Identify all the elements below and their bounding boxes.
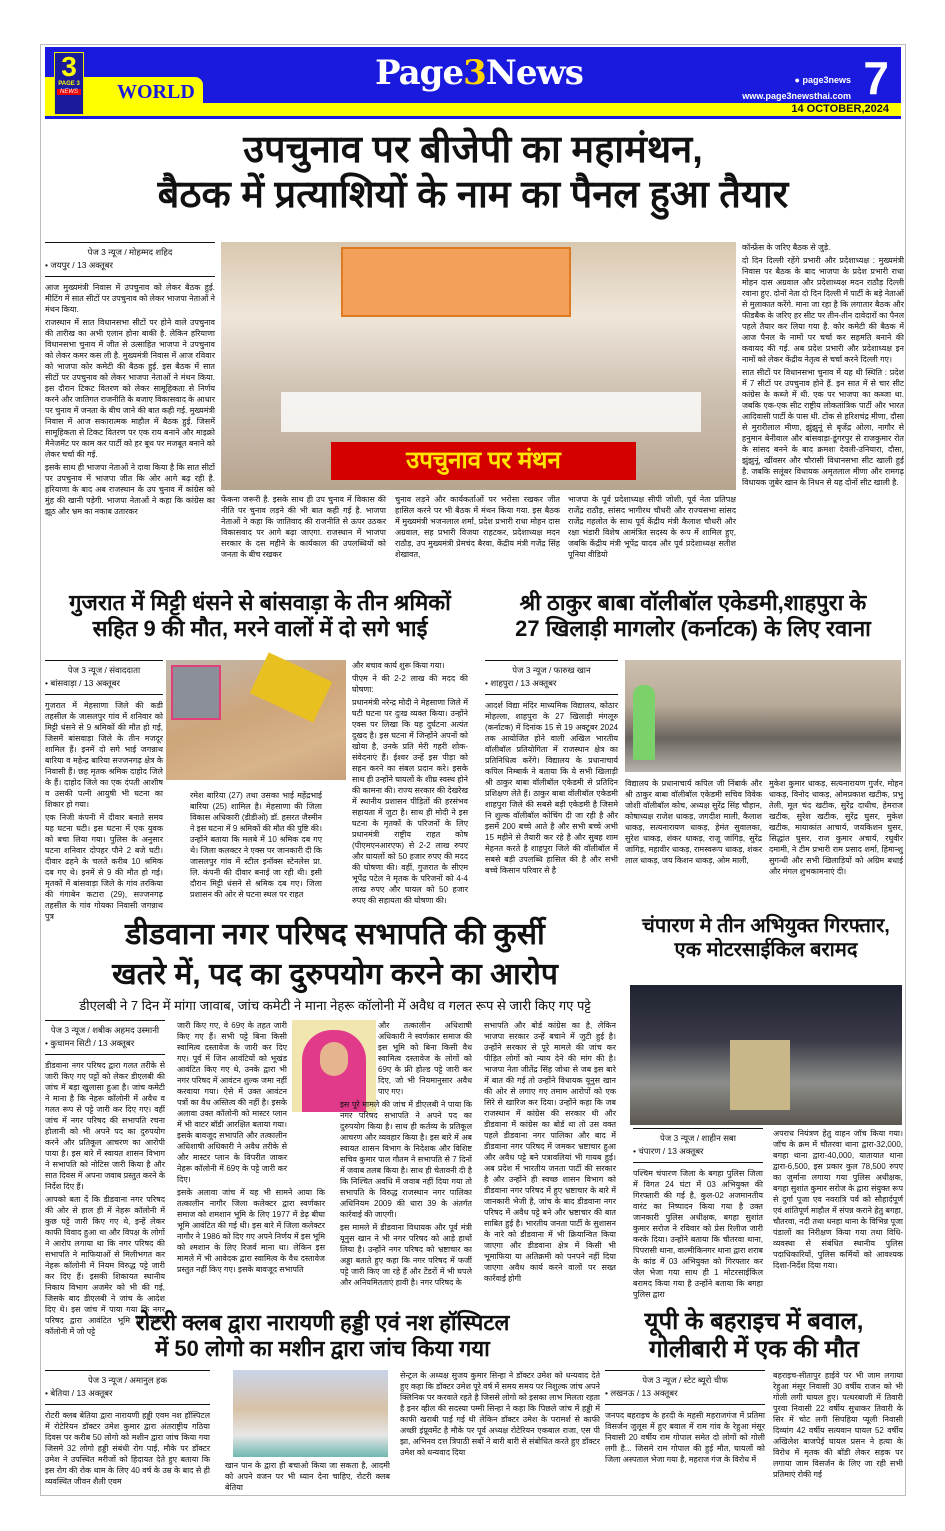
headline-line: यूपी के बहराइच में बवाल, [644,1308,864,1335]
article-column [773,1370,903,1492]
collapse-site-photo [166,660,346,780]
paragraph: प्रधानमंत्री नरेन्द्र मोदी ने मेहसाणा जिले में घटी घटना पर दुःख व्यक्त किया। उन्होंने एक्स पर लिखा कि यह दुर्घटना अत्यंत दुखद है। इस घटना में जिन्होंने अपनों को खोया है, उनके प्रति मेरी गहरी शोक-संवेदनाएं हैं। ईश्वर उन्हें इस पीड़ा को सहन करने का संबल प्रदान करे। इसके साथ ही उन्होंने घायलों के शीघ्र स्वस्थ होने की कामना की। राज्य सरकार की देखरेख में स्थानीय प्रशासन पीड़ितों की हरसंभव सहायता में जुटा है। साथ ही मोदी ने इस घटना के मृतकों के परिजनों के लिए प्रधानमंत्री राष्ट्रीय राहत कोष (पीएमएनआरएफ) से 2-2 लाख रुपए और घायलों को 50 हजार रुपए की मदद की घोषणा की। वहीं, गुजरात के सीएम भूपेंद्र पटेल ने मृतक के परिजनों को 4-4 लाख रुपए और घायल को 50 हजार रुपए की सहायता की घोषणा की। [352,698,468,905]
logo-number: 3 [61,51,77,82]
headline-line: बैठक में प्रत्याशियों के नाम का पैनल हुआ तैयार [157,173,789,216]
paragraph: एक निजी कंपनी में दीवार बनाते समय यह घटना घटी। इस घटना में एक युवक को बचा लिया गया। पुलिस के अनुसार घटना शनिवार दोपहर पौने 2 बजे घटी। दीवार ढहने के चलते करीब 10 श्रमिक दब गए थे। इनमें से 9 की मौत हो गई। मृतकों में बांसवाड़ा जिले के गांव तरकिया की गंगाबेन कटारा (29), सज्जनगढ़ तहसील के गांव गोयका निवासी जगन्नाथ पुत्र [45,813,163,921]
article-headline [45,590,475,642]
article-column [400,1370,600,1492]
paragraph: इसके अलावा जांच में यह भी सामने आया कि तत्कालीन नागौर जिला कलेक्टर द्वारा स्वर्णकार समाज को शमशान भूमि के लिए 1977 में डेढ़ बीघा भूमि आवंटित की गई थी। इस बारे में जिला कलेक्टर नागौर ने 1986 को दिए गए अपने निर्णय में इस भूमि को श्मशान के लिए रिजर्व माना था। लेकिन इस मामले में भी आवेदक द्वारा स्वामित्व के वैध दस्तावेज प्रस्तुत नहीं किए गए। इसके बावजूद सभापति [177,1188,325,1274]
headline-line: में 50 लोगो का मशीन द्वारा जांच किया गया [155,1335,490,1361]
byline-dateline: • कुचामन सिटी / 13 अक्तूबर [45,1037,165,1050]
police-photo [630,985,902,1125]
paragraph: इसके साथ ही भाजपा नेताओं ने दावा किया है कि सात सीटों पर उपचुनाव में भाजपा जीत कि ओर आगे बढ़ रही है. हरियाणा के बाद अब राजस्थान के उप चुनाव में कांग्रेस को मुंह की खानी पड़ेगी. भाजपा नेताओं ने कहा कि कांग्रेस का झूठ और भ्रम का नकाब उतारकर [45,463,215,516]
paragraph: खान पान के द्वारा ही बचाओ किया जा सकता है, आदमी को अपने वजन पर भी ध्यान देना चाहिए, रोटरी क्लब बेतिया [225,1461,390,1492]
paragraph: राजस्थान में सात विधानसभा सीटों पर होने वाले उपचुनाव की तारीख का अभी एलान होना बाकी है. लेकिन हरियाणा विधानसभा चुनाव में जीत से उत्साहित भाजपा ने उपचुनाव को लेकर कमर कस ली है. मुख्यमंत्री निवास में आज रविवार को भाजपा कोर कमेटी की बैठक हुई. इस बैठक में सात सीटों पर उपचुनाव को लेकर भाजपा नेताओं ने मंथन किया. इस दौरान टिकट वितरण को लेकर सामूहिकता से निर्णय करने और जातिगत राजनीति के बजाए विकासवाद के आधार पर चुनाव में जनता के बीच जाने की बात कही गई. मुख्यमंत्री निवास में आज सकारात्मक माहौल में बैठक हुई. जिसमें सामूहिकता से टिकट वितरण पर एक राय बनाने और माइक्रो मैनेजमेंट पर काम कर पार्टी को हर बूथ पर मजबूत बनाने को लेकर चर्चा की गई. [45,318,215,459]
byline-dateline: • चंपारण / 13 अक्तूबर [633,1145,763,1158]
headline-line: 27 खिलाड़ी मागलोर (कर्नाटक) के लिए रवाना [515,615,871,641]
subheadline: डीएलबी ने 7 दिन में मांगा जावाब, जांच कमेटी ने माना नेहरू कॉलोनी में अवैध व गलत रूप से जारी किए गए पट्टे [79,998,591,1013]
article-column [190,790,322,908]
article-headline [630,915,902,962]
paragraph: रमेश बारिया (27) तथा उसका भाई महेंद्रभाई बारिया (25) शामिल है। मेहसाणा की जिला विकास अधिकारी (डीडीओ) डॉ. हसरत जैस्मीन ने इस घटना में 9 श्रमिकों की मौत की पुष्टि की। उन्होंने बताया कि मलबे में 10 श्रमिक दब गए थे। जिला कलक्टर ने एक्स पर जानकारी दी कि जासलपुर गांव में स्टील इनॉक्स स्टेनलेस प्रा. लि. कंपनी की दीवार बनाई जा रही थी। इसी दौरान मिट्टी धंसने से श्रमिक दब गए। जिला प्रशासन की ओर से घटना स्थल पर राहत [190,791,322,899]
article-column [568,494,736,582]
byline-dateline: • लखनऊ / 13 अक्तूबर [605,1387,765,1400]
contact-info [742,72,851,104]
article-column [605,1370,765,1492]
logo-subtext: PAGE 3 [58,81,80,87]
byline-dateline: • बेतिया / 13 अक्तूबर [45,1387,210,1400]
byline-author: पेज 3 न्यूज / स्टेट ब्यूरो चीफ [642,1375,728,1385]
byline-author: पेज 3 न्यूज / फारुख खान [512,665,591,675]
article-column [45,1020,165,1336]
article-column [45,660,163,921]
paragraph: डीडवाना नगर परिषद द्वारा गलत तरीके से जारी किए गए पट्टों को लेकर डीएलबी की जांच में बड़ा खुलासा हुआ है। जांच कमेटी ने माना है कि नेहरू कॉलोनी में अवैध व गलत रूप से पट्टे जारी कर दिए गए। वहीं जांच में नगर परिषद की सभापति रचना होलानी को भी अपने पद का दुरुपयोग करने और प्रतिकूल आचरण का आरोपी पाया है। इस बारे में स्वायत शासन विभाग ने सभापति को नोटिस जारी किया है और सात दिवस में अपना जवाब प्रस्तुत करने के निर्देश दिए हैं। [45,1061,165,1191]
headline-line: डीडवाना नगर परिषद सभापति की कुर्सी [125,918,545,951]
byline-author: पेज 3 न्यूज / शाहीन सबा [660,1133,736,1143]
article-headline [45,915,625,995]
website-link[interactable]: www.page3newsthai.com [742,91,851,101]
article-column [742,242,904,582]
logo-tag: NEWS [57,89,81,95]
headline-line: गोलीबारी में एक की मौत [649,1336,859,1364]
paragraph: इस मामले में डीडवाना विधायक और पूर्व मंत्री यूनुस खान ने भी नगर परिषद को आड़े हाथों लिया है। उन्होंने नगर परिषद को भ्रष्टाचार का अड्डा बताते हुए कहा कि नगर परिषद में फर्जी पट्टे जारी किए जा रहे हैं और टेंडरों में भी घपले और अनियमितताएं हावी है। नगर परिषद के [340,1223,472,1287]
byline [45,1370,210,1405]
article-column [221,494,386,582]
section-label: WORLD [117,81,195,103]
paragraph: जारी किए गए, वे 69ए के तहत जारी किए गए हैं। सभी पट्टे बिना किसी स्वामित्व दस्तावेज के जारी कर दिए गए। पूर्व में जिन आवंटियों को भूखंड आवंटित किए गए थे, उनके द्वारा भी नगर परिषद में आवंटन शुल्क जमा नहीं करवाया गया। ऐसे में उक्त आवंटन पत्रों का वैध अस्तित्व की नहीं है। इसके अलावा उक्त कॉलोनी को मास्टर प्लान में भी वाटर बॉडी आरक्षित बताया गया। इसके बावजूद सभापति और तत्कालीन अधिशाषी अधिकारी ने अवैध तरीके से और मास्टर प्लान के विपरीत जाकर नेहरू कॉलोनी में 69ए के पट्टे जारी कर दिए। [177,1021,287,1184]
page-number: 7 [863,52,889,104]
photo-banner: उपचुनाव पर मंथन [331,442,636,480]
newspaper-title [375,53,583,93]
headline-line: रोटरी क्लब द्वारा नारायणी हड्डी एवं नश हॉस्पिटल [135,1310,510,1335]
paragraph: इस पूरे मामले की जांच में डीएलबी ने पाया कि नगर परिषद सभापति ने अपने पद का दुरुपयोग किया है। साथ ही कर्तव्य के प्रतिकूल आचरण और व्यवहार किया है। इस बारे में अब स्वायत शासन विभाग के निदेशक और विशिष्ट सचिव कुमार पाल गौतम ने सभापति से 7 दिनों में जवाब तलब किया है। साथ ही चेतावनी दी है कि निश्चित अवधि में जवाब नहीं दिया गया तो सभापति के विरुद्ध राजस्थान नगर पालिका अधिनियम 2009 की धारा 39 के अंतर्गत कार्रवाई की जाएगी। [340,1100,472,1219]
article-column [625,778,762,908]
byline-author: पेज 3 न्यूज / शबीक अहमद उस्मानी [50,1025,160,1035]
paragraph: भाजपा के पूर्व प्रदेशाध्यक्ष सीपी जोशी, पूर्व नेता प्रतिपक्ष राजेंद्र राठौड़, सांसद भागीरथ चौधरी और राज्यसभा सांसद राजेंद्र गहलोत के साथ पूर्व केंद्रीय मंत्री कैलाश चौधरी और रक्षा भंडारी विशेष आमंत्रित सदस्य के रूप में शामिल हुए, जबकि केंद्रीय मंत्री भूपेंद्र यादव और पूर्व प्रदेशाध्यक्ष सतीश पूनिया वीडियो [568,495,736,559]
byline-dateline: • जयपुर / 13 अक्तूबर [45,259,215,272]
headline-line: गुजरात में मिट्टी धंसने से बांसवाड़ा के तीन श्रमिकों [69,590,451,615]
excavator-arm [250,652,332,722]
article-column [485,660,618,908]
paragraph: सेन्ट्रल के अध्यक्ष सुजय कुमार सिन्हा ने डॉक्टर उमेश को धन्यवाद देते हुए कहा कि डॉक्टर उमेश पूरे वर्ष में समय समय पर निशुल्क जांच अपने क्लिनिक पर करवाते रहते है जिससे लोगो को इसका लाभ मिलता रहता है इनर व्हील की सदस्या पम्मी सिन्हा ने कहा कि पिछले जांच में हड्डी में काफी खराबी पाई गई थी लेकिन डॉक्टर उमेश के परामर्श से काफी अच्छी इंप्रूवमेंट है मौके पर पूर्व अध्यक्ष रोटेरियन एकबाल राजा, एस पी झा, अभिनव दत्त त्रिपाठी सबों ने बारी बारी से संबोधित करते हुए डॉक्टर उमेश को धन्यवाद दिया [400,1371,600,1457]
paragraph: जनपद बहराइच के हरदी के महसी महराजगंज में प्रतिमा विसर्जन जुलूस में हुए बवाल में राम गांव के रेहुआ मंसूर निवासी 20 वर्षीय राम गोपाल समेत दो लोगों को गोली लगी है... जिसमे राम गोपाल की हुई मौत, घायलों को जिला अस्पताल भेजा गया है, महराज गंज के विरोध में [605,1411,765,1464]
paragraph: सात सीटों पर विधानसभा चुनाव में यह थी स्थिति : प्रदेश में 7 सीटों पर उपचुनाव होने हैं. इन सात में से चार सीट कांग्रेस के कब्जे में थी. एक पर भाजपा का कब्जा था. जबकि एक-एक सीट राष्ट्रीय लोकतांत्रिक पार्टी और भारत आदिवासी पार्टी के पास थी. टोंक से हरिशचंद्र मीणा, दौसा से मुरारीलाल मीणा, झुंझुनूं से बृजेंद्र ओला, नागौर से हनुमान बेनीवाल और बांसवाड़ा-डूंगरपुर से राजकुमार रोत के सांसद बनने के बाद क्रमशः देवली-उनियारा, दौसा, झुंझुनूं, खींवसर और चौरासी विधानसभा सीट खाली हुई है. जबकि सलूंबर विधायक अमृतलाल मीणा और रामगढ़ विधायक जुबेर खान के निधन से यह दोनों सीट खाली है. [742,368,904,487]
article-headline [482,590,904,642]
paragraph: अपराध नियंत्रण हेतु वाहन जॉच किया गया। जॉच के क्रम में चौतरवा थाना द्वारा-32,000, बगहा थाना द्वारा-40,000, यातायात थाना द्वारा-6,500, इस प्रकार कुल 78,500 रुपए का जुर्माना लगाया गया पुलिस अधीक्षक, बगहा सुशांत कुमार सरोज के द्वारा संयुक्त रूप से दुर्गा पूजा एव नवरात्रि पर्व को सौहार्दपूर्ण एवं शांतिपूर्ण माहौल में संपन्न कराने हेतु बगहा, चौतरवा, नदी तथा धनहा थाना के विभिन्न पूजा पंडालों का निरीक्षण किया गया तथा विधि- व्यवस्था से संबंधित स्थानीय पुलिस पदाधिकारियों, पुलिस कर्मियों को आवश्यक दिशा-निर्देश दिया गया। [773,1129,903,1270]
article-headline [45,1310,600,1362]
byline [605,1370,765,1405]
health-camp-photo [233,1370,388,1457]
headline-line: खतरे में, पद का दुरुपयोग करने का आरोप [112,958,558,991]
paragraph: और तत्कालीन अधिशाषी अधिकारी ने स्वर्णकार समाज की इस भूमि को बिना किसी वैध स्वामित्व दस्तावेज के लोगों को 69ए के फ्री होल्ड पट्टे जारी कर दिए, जो भी नियमानुसार अवैध पाए गए। [378,1021,472,1096]
paragraph: चुनाव लड़ने और कार्यकर्ताओं पर भरोसा रखकर जीत हासिल करने पर भी बैठक में मंथन किया गया. इस बैठक में मुख्यमंत्री भजनलाल शर्मा, प्रदेश प्रभारी राधा मोहन दास अग्रवाल, सह प्रभारी विजया राहटकर, प्रदेशाध्यक्ष मदन राठौड़, उप मुख्यमंत्री प्रेमचंद बैरवा, केंद्रीय मंत्री गजेंद्र सिंह शेखावत, [395,495,560,559]
byline-author: पेज 3 न्यूज / मोहम्मद शहिद [87,247,173,257]
paragraph: पश्चिम चंपारण जिला के बगहा पुलिस जिला में विगत 24 घंटा में 03 अभियुक्त की गिरफ्तारी की गई है, कुल-02 अजमानतीय वारंट का निष्पादन किया गया है उक्त जानकारी पुलिस अधीक्षक, बगहा सुशांत कुमार सरोज ने रविवार को प्रेस रिलीज जारी करके दिया। उन्होंने बताया कि चौतरवा थाना, पिपरासी थाना, वाल्मीकिनगर थाना द्वारा शराब के कांड में 03 अभियुक्त को गिरफ्तार कर जेल भेजा गया साथ ही 1 मोटरसाईकिल बरामद किया गया है उन्होंने बताया कि बगहा पुलिस द्वारा [633,1169,763,1299]
inset-photo [171,665,221,720]
article-column [484,1020,616,1302]
paragraph: बहराइच-सीतापुर हाईवे पर भी जाम लगाया रेहुआ मंसूर निवासी 30 वर्षीय राजन को भी गोली लगी घायल हुए। पत्थरबाजी में तिवारी पुरवा निवासी 22 वर्षीय सुधाकर तिवारी के सिर में चोट लगी सिपहिया प्यूली निवासी दिव्यांग 42 वर्षीय सत्यवान घायल 52 वर्षीय अखिलेश बाजपेई घायल प्रसन ने हत्या के विरोध में मृतक की बॉडी लेकर सड़क पर लगाया जाम विसर्जन के लिए जा रही सभी प्रतिमाएं रोकी गई [773,1371,903,1479]
byline [485,660,618,695]
article-column [395,494,560,582]
issue-date: 14 OCTOBER,2024 [791,103,889,115]
paragraph: कॉन्फ्रेंस के जरिए बैठक से जुड़े. [742,243,831,252]
paragraph: फेंकना जरूरी है. इसके साथ ही उप चुनाव में विकास की नीति पर चुनाव लड़ने की भी बात कही गई है. भाजपा नेताओं ने कहा कि जातिवाद की राजनीति से ऊपर उठकर विकासवाद पर आगे बढ़ा जाएगा. राजस्थान में भाजपा सरकार के दस महीने के कार्यकाल की उपलब्धियों को जनता के बीच रखकर [221,495,386,559]
masthead [45,47,901,119]
byline [45,660,163,695]
byline-dateline: • बांसवाड़ा / 13 अक्तूबर [45,677,163,690]
paragraph: दो दिन दिल्ली रहेंगे प्रभारी और प्रदेशाध्यक्ष : मुख्यमंत्री निवास पर बैठक के बाद भाजपा के प्रदेश प्रभारी राधा मोहन दास अग्रवाल और प्रदेशाध्यक्ष मदन राठौड़ दिल्ली रवाना हुए. दोनों नेता दो दिन दिल्ली में पार्टी के बड़े नेताओं से मुलाकात करेंगे. माना जा रहा है कि लगातार बैठक और फीडबैक के जरिए हर सीट पर तीन-तीन दावेदारों का पैनल पहले तैयार कर लिया गया है. कोर कमेटी की बैठक में आज पैनल के नामों पर चर्चा कर सहमति बनाने की कवायद की गई. अब प्रदेश प्रभारी और प्रदेशाध्यक्ष इन नामों को लेकर केंद्रीय नेतृत्व से चर्चा करने दिल्ली गए। [742,256,904,364]
paragraph: और बचाव कार्य शुरू किया गया। [352,661,445,670]
byline [633,1128,763,1163]
article-column [177,1020,325,1302]
article-column [334,660,468,908]
paragraph: सभापति और बोर्ड कांग्रेस का है, लेकिन भाजपा सरकार उन्हें बचाने में जुटी हुई है। उन्होंने सरकार से पूरे मामले की जांच कर पीड़ित लोगों को न्याय देने की मांग की है। भाजपा नेता जीतेंद्र सिंह जोधा से जब इस बारे में बात की गई तो उन्होंने विधायक यूनुस खान की ओर से लगाए गए तमाम आरोपों को एक सिरे से खारिज कर दिया। उन्होंने कहा कि जब राजस्थान में कांग्रेस की सरकार थी और डीडवाना में कांग्रेस का बोर्ड था तो उस वक्त पहले डीडवाना नगर पालिका और बाद में डीडवाना नगर परिषद में जमकर भ्रष्टाचार हुआ और अवैध पट्टे बने पत्रावलियां भी गायब हुई। अब प्रदेश में भारतीय जनता पार्टी की सरकार है और उन्होंने ही स्वच्छ शासन विभाग को डीडवाना नगर परिषद में हुए भ्रष्टाचार के बारे में जानकारी भेजी है, जांच के बाद डीडवाना नगर परिषद में अवैध पट्टे बने और भ्रष्टाचार की बात साबित हुई है। भारतीय जनता पार्टी के सुशासन के नारे को डीडवाना में भी क्रियान्वित किया जाएगा और डीडवाना क्षेत्र में किसी भी भूमाफिया या अतिक्रमी को पनपने नहीं दिया जाएगा अवैध कार्य करने वालों पर सख्त कार्रवाई होगी [484,1021,616,1283]
title-part: 3 [463,53,486,93]
article-column [332,1020,472,1302]
byline-author: पेज 3 न्यूज / अमानुल हक [87,1375,168,1385]
article-column [45,242,215,582]
byline [45,1020,165,1055]
byline-dateline: • शाहपुरा / 13 अक्तूबर [485,677,618,690]
date-strip [45,103,901,116]
byline-author: पेज 3 न्यूज / संवाददाता [67,665,141,675]
byline [45,242,215,277]
article-column [45,1370,210,1492]
paragraph: विद्यालय के प्रधानाचार्य कपिल जी निंबार्क और श्री ठाकुर बाबा वॉलीबॉल एकेडमी सचिव विवेक जोशी वॉलीबॉल कोच, अध्यक्ष सुरेंद्र सिंह चौहान, कोषाध्यक्ष राजेश धाकड़, जगदीश माली, कैलाश धाकड़, सत्यनारायण धाकड़, हेमंत सुवालका, सुरेश धाकड़, शंकर धाकड़, राजू जांगिड़, सुरेंद्र जांगिड़, महावीर धाकड़, रामस्वरूप धाकड़, शंकर लाल धाकड़, जय किशन धाकड़, ओम माली, [625,779,762,865]
headline-line: चंपारण मे तीन अभियुक्त गिरफ्तार, [642,915,890,937]
headline-line: सहित 9 की मौत, मरने वालों में दो सगे भाई [92,615,428,641]
paragraph: रोटरी क्लब बेतिया द्वारा नारायणी हड्डी एवम नश हॉस्पिटल में रोटेरियन डॉक्टर उमेश कुमार द्वारा अंतराष्ट्रीय गठिया दिवस पर करीब 50 लोगो को मशीन द्वारा जांच किया गया जिसमे 32 लोगो हड्डी संबंधी रोग पाई, मौके पर डॉक्टर उमेश ने उपस्थित मरीजों को हिदायत देते हुए बताया कि इस रोग की रोक थाम के लिए 40 वर्ष के उम्र के बाद से ही व्यवस्थित जीवन शैली एवम [45,1411,210,1486]
social-handle: page3news [802,75,851,85]
headline-line: श्री ठाकुर बाबा वॉलीबॉल एकेडमी,शाहपुरा के [519,590,867,615]
meeting-table [281,392,701,432]
article-headline [605,1308,903,1365]
title-part: News [485,53,583,93]
paragraph: गुजरात में मेहसाणा जिले की कडी तहसील के जासलपुर गांव में शनिवार को मिट्टी धंसने से 9 श्रमिकों की मौत हो गई, जिसमें बांसवाड़ा जिले के तीन मजदूर शामिल हैं। इनमें दो सगे भाई जगन्नाथ बारिया व महेन्द्र बारिया सज्जनगढ़ क्षेत्र के निवासी हैं। छह मृतक श्रमिक दाहोद जिले के हैं। दाहोद जिले का एक दंपती आशीष व उसकी पत्नी आयुषी भी घटना का शिकार हो गया। [45,701,163,809]
person-figure [633,685,655,760]
lead-headline [45,128,901,218]
social-icon: ● [794,75,803,85]
article-column [769,778,903,908]
article-column [773,1128,903,1303]
meeting-photo [221,242,736,490]
paragraph: पीएम ने की 2-2 लाख की मदद की घोषणा: [352,674,468,694]
title-part: Page [375,53,464,93]
paragraph: आपको बता दें कि डीडवाना नगर परिषद की ओर से हाल ही में नेहरू कॉलोनी में कुछ पट्टे जारी किए गए थे, इन्हें लेकर काफी विवाद हुआ था और विपक्ष के लोगों ने आरोप लगाया था कि नगर परिषद की सभापति ने माफियाओं से मिलीभगत कर नेहरू कॉलोनी में नियम विरुद्ध पट्टे जारी कर दिए हैं। इसकी शिकायत स्थानीय निकाय विभाग अजमेर को भी की गई, जिसके बाद डीएलबी ने जांच के आदेश दिए थे। इस जांच में पाया गया कि नगर परिषद द्वारा आवंटित भूमि पर नेहरू कॉलोनी में जो पट्टे [45,1195,165,1336]
screen-backdrop [341,247,571,317]
page3-logo [54,52,84,115]
article-column [633,1128,763,1303]
article-column [225,1460,390,1492]
paragraph: मुकेश कुमार धाकड़, सत्यनारायण गुर्जर, मोहन धाकड़, विनोद धाकड़, ओमप्रकाश खटीक, प्रभु तेली, मूल चंद खटीक, सुरेंद्र दाधीच, हेमराज खटीक, सुरेश खटीक, सुरेंद्र घुसर, मुकेश खटीक, मायाकांत आचार्य, जयकिशन घुसर, सिद्धांत घुसर, राज कुमार अचार्य, रघुवीर दमामी, ने टीम प्रभारी राम प्रसाद शर्मा, हिमान्शु सुगन्धी और सभी खिलाड़ियों को अग्रिम बधाई और मंगल शुभकामनाएं दी। [769,779,903,876]
officer-figure [730,1040,790,1110]
headline-line: उपचुनाव पर बीजेपी का महामंथन, [243,129,703,171]
paragraph: आदर्श विद्या मंदिर माध्यमिक विद्यालय, कोठार मोहल्ला, शाहपुरा के 27 खिलाड़ी मंगलूरु (कर्नाटक) में दिनांक 15 से 19 अक्टूबर 2024 तक आयोजित होने वाली अखिल भारतीय वॉलीबॉल प्रतियोगिता में राजस्थान क्षेत्र का प्रतिनिधित्व करेंगे। विद्यालय के प्रधानाचार्य कपिल निम्बार्क ने बताया कि ये सभी खिलाड़ी श्री ठाकुर बाबा वॉलीबॉल एकेडमी से प्रतिदिन प्रशिक्षण लेते हैं। ठाकुर बाबा वॉलीबॉल एकेडमी शाहपुरा जिले की सबसे बड़ी एकेडमी है जिसमे नि शुल्क वॉलीबॉल कोचिंग दी जा रही है और इसमें 200 बच्चे आते है और सभी बच्चे अभी 15 महीने से तैयारी कर रहे है और सुबह शाम मेहनत करते है शाहपुरा जिले की वॉलीबॉल में सबसे बड़ी उपलब्धि हासिल की है और सभी बच्चे किसान परिवार से है [485,701,618,875]
paragraph: आज मुख्यमंत्री निवास में उपचुनाव को लेकर बैठक हुई. मीटिंग में सात सीटों पर उपचुनाव को लेकर भाजपा नेताओं ने मंथन किया. [45,283,215,314]
team-photo [625,660,901,772]
headline-line: एक मोटरसाईकिल बरामद [674,938,858,961]
